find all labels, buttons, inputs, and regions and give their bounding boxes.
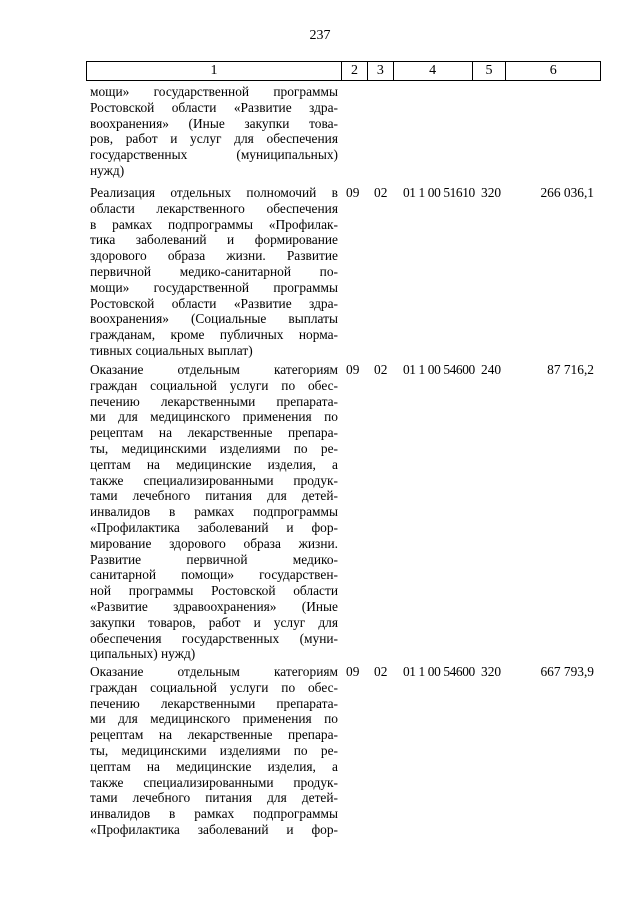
desc-line: Ростовской области «Развитие здра- bbox=[90, 295, 338, 311]
desc-line: «Профилактика заболеваний и фор- bbox=[90, 821, 338, 837]
desc-line: гражданам, кроме публичных норма- bbox=[90, 327, 338, 343]
desc-line: тика заболеваний и формирование bbox=[90, 232, 338, 248]
row-description bbox=[90, 84, 338, 179]
header-col-6: 6 bbox=[549, 63, 557, 78]
subsection-code: 02 bbox=[374, 362, 388, 377]
desc-line: в рамках подпрограммы «Профилак- bbox=[90, 216, 338, 232]
desc-line: государственных (муниципальных) bbox=[90, 147, 338, 163]
header-col-2: 2 bbox=[342, 62, 368, 80]
desc-line: цептам на медицинские изделия, а bbox=[90, 758, 338, 774]
desc-line: области лекарственного обеспечения bbox=[90, 200, 338, 216]
desc-line: ципальных) нужд) bbox=[90, 646, 196, 662]
subsection-code: 02 bbox=[374, 185, 388, 200]
desc-line: цептам на медицинские изделия, а bbox=[90, 456, 338, 472]
desc-line: ты, медицинскими изделиями по ре- bbox=[90, 440, 338, 456]
desc-line: закупки товаров, работ и услуг для bbox=[90, 614, 338, 630]
desc-line: Оказание отдельным категориям bbox=[90, 362, 338, 377]
desc-line: санитарной помощи» государствен- bbox=[90, 567, 338, 583]
desc-line: тами лечебного питания для детей- bbox=[90, 790, 338, 806]
section-code: 09 bbox=[346, 185, 360, 200]
desc-line: Оказание отдельным категориям bbox=[90, 664, 338, 679]
desc-line: мирование здорового образа жизни. bbox=[90, 535, 338, 551]
desc-line: ми для медицинского применения по bbox=[90, 409, 338, 425]
desc-line: Развитие первичной медико- bbox=[90, 551, 338, 567]
target-article-code: 01 1 00 54600 bbox=[403, 664, 475, 679]
desc-line: ми для медицинского применения по bbox=[90, 711, 338, 727]
header-col-3: 3 bbox=[368, 62, 394, 80]
desc-line: инвалидов в рамках подпрограммы bbox=[90, 504, 338, 520]
desc-line: тами лечебного питания для детей- bbox=[90, 488, 338, 504]
expense-type-code: 320 bbox=[481, 185, 502, 200]
row-amount: 87 716,2 bbox=[547, 362, 594, 377]
row-description bbox=[90, 362, 338, 662]
desc-line: Ростовской области «Развитие здра- bbox=[90, 99, 338, 115]
header-col-5: 5 bbox=[473, 62, 507, 80]
row-description bbox=[90, 664, 338, 838]
desc-line: также специализированными продук- bbox=[90, 472, 338, 488]
section-code: 09 bbox=[346, 362, 360, 377]
section-code: 09 bbox=[346, 664, 360, 679]
row-amount: 667 793,9 bbox=[540, 664, 594, 679]
desc-line: тивных социальных выплат) bbox=[90, 342, 253, 358]
desc-line: первичной медико-санитарной по- bbox=[90, 263, 338, 279]
desc-line: нужд) bbox=[90, 162, 125, 178]
desc-line: рецептам на лекарственные препара- bbox=[90, 425, 338, 441]
desc-line: «Развитие здравоохранения» (Иные bbox=[90, 598, 338, 614]
desc-line: печению лекарственными препарата- bbox=[90, 695, 338, 711]
desc-line: мощи» государственной программы bbox=[90, 84, 338, 99]
expense-type-code: 320 bbox=[481, 664, 502, 679]
desc-line: граждан социальной услуги по обес- bbox=[90, 679, 338, 695]
desc-line: Реализация отдельных полномочий в bbox=[90, 185, 338, 200]
desc-line: рецептам на лекарственные препара- bbox=[90, 727, 338, 743]
row-amount: 266 036,1 bbox=[540, 185, 594, 200]
desc-line: ной программы Ростовской области bbox=[90, 583, 338, 599]
target-article-code: 01 1 00 54600 bbox=[403, 362, 475, 377]
desc-line: воохранения» (Иные закупки това- bbox=[90, 115, 338, 131]
desc-line: также специализированными продук- bbox=[90, 774, 338, 790]
page-number: 237 bbox=[309, 28, 331, 43]
table-header bbox=[86, 61, 601, 81]
desc-line: печению лекарственными препарата- bbox=[90, 393, 338, 409]
row-description bbox=[90, 185, 338, 359]
desc-line: граждан социальной услуги по обес- bbox=[90, 377, 338, 393]
desc-line: мощи» государственной программы bbox=[90, 279, 338, 295]
desc-line: инвалидов в рамках подпрограммы bbox=[90, 806, 338, 822]
desc-line: обеспечения государственных (муни- bbox=[90, 630, 338, 646]
desc-line: ров, работ и услуг для обеспечения bbox=[90, 131, 338, 147]
subsection-code: 02 bbox=[374, 664, 388, 679]
target-article-code: 01 1 00 51610 bbox=[403, 185, 475, 200]
desc-line: «Профилактика заболеваний и фор- bbox=[90, 519, 338, 535]
desc-line: здорового образа жизни. Развитие bbox=[90, 248, 338, 264]
desc-line: ты, медицинскими изделиями по ре- bbox=[90, 742, 338, 758]
header-col-1: 1 bbox=[87, 62, 342, 80]
header-col-4: 4 bbox=[394, 62, 473, 80]
desc-line: воохранения» (Социальные выплаты bbox=[90, 311, 338, 327]
expense-type-code: 240 bbox=[481, 362, 502, 377]
